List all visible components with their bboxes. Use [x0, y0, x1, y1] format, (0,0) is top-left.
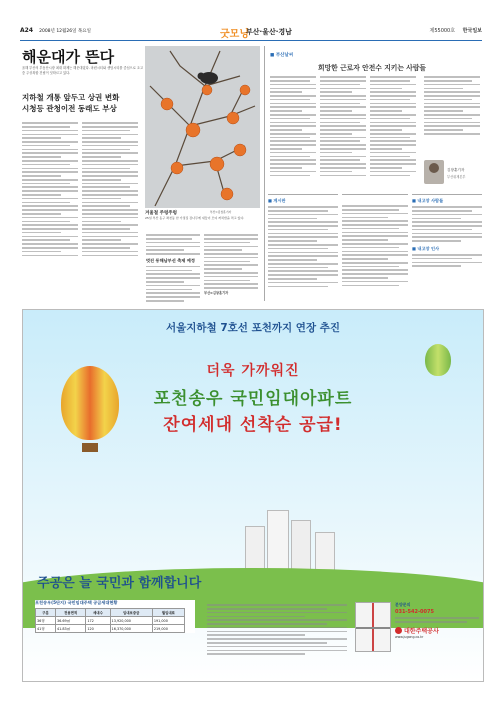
columnist-role: 부산취재본부: [447, 175, 466, 179]
column-tag: [270, 52, 293, 58]
notice-block: [342, 194, 408, 303]
paper-name: 한국일보: [462, 28, 482, 34]
table-header: 세대수: [86, 609, 110, 617]
columnist-photo: [424, 160, 444, 184]
table-header: 전용면적: [55, 609, 85, 617]
lead-subhead-1: 지하철 개통 앞두고 상권 변화: [22, 93, 120, 102]
photo-caption: [145, 210, 260, 221]
jugong-logo-icon: [395, 627, 402, 634]
ad-info-text: [207, 602, 347, 657]
lead-intro: 올해 부산의 부동산시장 최대 화제는 해운대였다. 마린시티와 센텀시티를 중심으로 초고층 주상복합 건립이 잇따르고 있다.: [22, 66, 143, 75]
columnist-avatar-icon: [429, 163, 439, 173]
column-body-col3: [370, 74, 416, 178]
obituary-title: [412, 198, 482, 204]
persimmon-photo: [145, 46, 260, 208]
lead-title: 해운대가 뜬다: [22, 48, 115, 66]
notice-label: 게시판: [273, 198, 286, 203]
company-website: www.jugong.co.kr: [395, 634, 424, 639]
photo-caption-title: 겨울철 주렁주렁: [145, 211, 177, 216]
ad-line-1: 더욱 가까워진: [206, 363, 300, 379]
issue-number: 제55000호: [429, 28, 456, 34]
obituary-icon: ■: [412, 198, 418, 203]
people-block: [412, 194, 482, 303]
table-cell: 219,000: [152, 625, 184, 633]
column-divider: [264, 46, 265, 301]
lead-body-col1: [22, 120, 78, 258]
persimmon-tree-image: [145, 46, 260, 208]
apt-table-title: 포천송우(5단지) 국민임대주택 공급세대현황: [35, 600, 118, 605]
region-label: 부산·울산·경남: [246, 28, 292, 36]
table-row: [36, 625, 185, 633]
notice-icon: ■: [268, 198, 274, 203]
lead-byline: 부산=김창훈기자: [204, 290, 229, 295]
table-cell: 120: [86, 625, 110, 633]
page-number-date: [20, 27, 91, 34]
table-header: 구분: [36, 609, 56, 617]
ad-contact: [395, 602, 479, 639]
obituary-label: 내고장 사람들: [417, 198, 444, 203]
column-body-col2: [320, 74, 366, 178]
apt-table: [35, 608, 185, 633]
column-tag-label: 부산날씨: [275, 53, 294, 58]
lead-body-col4: [204, 232, 258, 296]
photo-caption-text: 25일 부산 동구 좌천동 한 가정집 감나무에 새들이 모여 까치밥을 먹고 있다.: [145, 216, 245, 220]
table-cell: 191,000: [152, 617, 184, 625]
lower-article-block: [268, 194, 338, 303]
table-cell: 41.83㎡: [55, 625, 85, 633]
table-cell: 172: [86, 617, 110, 625]
photo-credit: 부산=김창훈기자: [210, 210, 232, 214]
paper-info: [430, 27, 483, 34]
people-icon: ■: [412, 245, 418, 251]
balloon-basket-icon: [82, 443, 98, 452]
ad-headline: 서울지하철 7호선 포천까지 연장 추진: [165, 322, 341, 334]
company-name: 대한주택공사: [404, 627, 439, 635]
sub-section-title: 멋진 동해남부선 축제 예정: [146, 257, 195, 263]
column-body-col1: [270, 74, 316, 178]
column-tag-icon: ■: [270, 53, 276, 58]
lead-subhead-2: 시청등 관청이전 동래도 부상: [22, 104, 117, 113]
people-label: 내고장 인사: [417, 245, 440, 251]
issue-date: 2008년 12월26일 목요일: [39, 29, 91, 34]
table-header: 임대보증금: [110, 609, 152, 617]
contact-title: 분양문의: [395, 602, 411, 607]
table-cell: 36형: [36, 617, 56, 625]
contact-phone: 031-542-0075: [395, 609, 434, 615]
notice-title: [268, 198, 338, 204]
table-row: [36, 617, 185, 625]
apt-table-block: [35, 600, 195, 633]
table-cell: 16,370,000: [110, 625, 152, 633]
jugong-advertisement: [22, 309, 484, 682]
table-cell: 41형: [36, 625, 56, 633]
table-header: 월임대료: [152, 609, 184, 617]
page-header: [20, 26, 482, 41]
page-number: A24: [20, 27, 33, 34]
columnist-text: [424, 74, 480, 137]
table-cell: 36.69㎡: [55, 617, 85, 625]
ad-line-2: 포천송우 국민임대아파트: [153, 389, 353, 409]
lead-body-col2: [82, 120, 138, 258]
location-map-icon: [355, 602, 391, 652]
section-logo: 굿모닝: [220, 29, 249, 40]
ad-tagline: 주공은 늘 국민과 함께합니다: [37, 576, 202, 591]
people-title: [412, 246, 482, 252]
table-cell: 13,920,000: [110, 617, 152, 625]
columnist-name: 김창훈기자: [447, 168, 465, 172]
column-title: 희망한 근로자 안전수 지키는 사람들: [318, 64, 426, 72]
lead-body-col3: [146, 232, 200, 304]
ad-line-3: 잔여세대 선착순 공급!: [163, 415, 343, 435]
